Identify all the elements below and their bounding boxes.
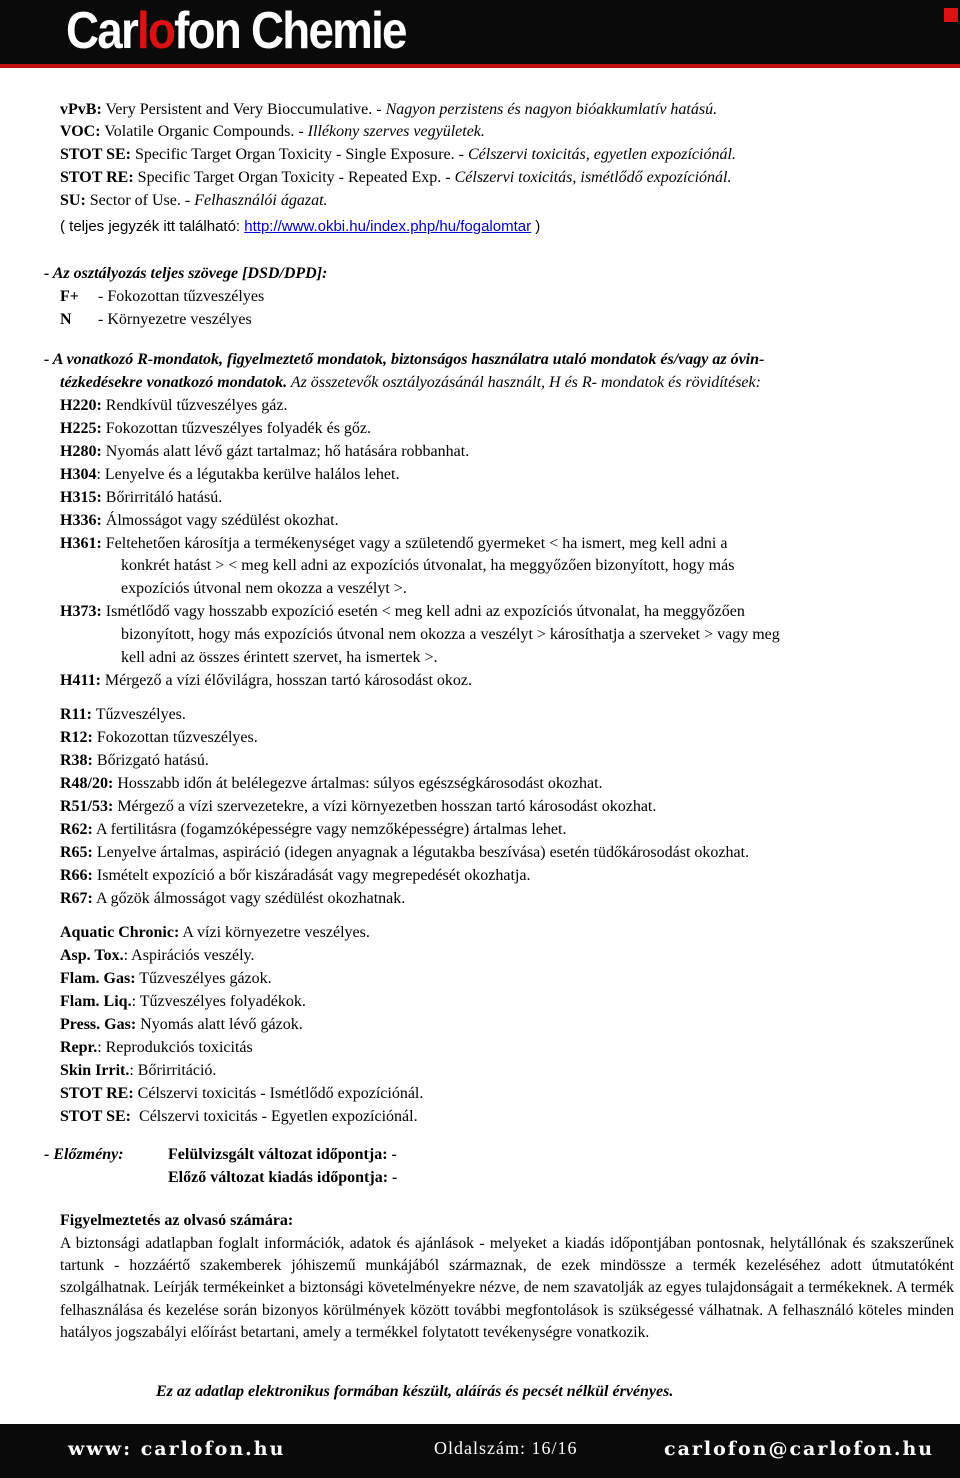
h-phrase-cont: expozíciós útvonal nem okozza a veszélyt >. [121,580,407,597]
h-phrase: H220: Rendkívül tűzveszélyes gáz. [60,397,288,414]
abbr-vpvb: vPvB: Very Persistent and Very Bioccumulative. - Nagyon perzistens és nagyon bióakkumlatív hatású. [60,101,718,118]
glossary-link[interactable]: http://www.okbi.hu/index.php/hu/fogalomtar [244,218,532,235]
phrases-heading-cont: tézkedésekre vonatkozó mondatok. Az összetevők osztályozásánál használt, H és R- mondatok és rövidítések: [60,374,761,391]
class-abbr: Repr.: Reprodukciós toxicitás [60,1039,253,1056]
class-abbr: Flam. Gas: Tűzveszélyes gázok. [60,970,272,987]
class-abbr: Skin Irrit.: Bőrirritáció. [60,1062,217,1079]
company-logo: Carlofon Chemie [66,2,406,60]
class-abbr: Aquatic Chronic: A vízi környezetre veszélyes. [60,924,370,941]
abbr-stot-se: STOT SE: Specific Target Organ Toxicity - Single Exposure. - Célszervi toxicitás, egyetlen expozíciónál. [60,146,736,163]
h-phrase: H336: Álmosságot vagy szédülést okozhat. [60,512,339,529]
history-label: - Előzmény: [44,1146,124,1163]
abbr-su: SU: Sector of Use. - Felhasználói ágazat. [60,192,328,209]
history-revised: Felülvizsgált változat időpontja: - [168,1146,397,1163]
h-phrase: H225: Fokozottan tűzveszélyes folyadék és gőz. [60,420,372,437]
r-phrase: R12: Fokozottan tűzveszélyes. [60,729,258,746]
classification-item: N - Környezetre veszélyes [60,311,252,328]
classification-heading: - Az osztályozás teljes szövege [DSD/DPD]: [44,265,328,282]
notice-heading: Figyelmeztetés az olvasó számára: [60,1212,294,1229]
r-phrase: R48/20: Hosszabb időn át belélegezve ártalmas: súlyos egészségkárosodást okozhat. [60,775,603,792]
h-phrase: H315: Bőrirritáló hatású. [60,489,223,506]
footer-page-number: Oldalszám: 16/16 [434,1438,578,1458]
history-previous: Előző változat kiadás időpontja: - [168,1169,398,1186]
class-abbr: STOT RE: Célszervi toxicitás - Ismétlődő expozíciónál. [60,1085,424,1102]
h-phrase-cont: kell adni az összes érintett szervet, ha ismertek >. [121,649,438,666]
glossary-reference: ( teljes jegyzék itt található: http://www.okbi.hu/index.php/hu/fogalomtar ) [60,218,541,235]
class-abbr: Asp. Tox.: Aspirációs veszély. [60,947,255,964]
abbr-voc: VOC: Volatile Organic Compounds. - Illékony szerves vegyületek. [60,123,485,140]
abbr-stot-re: STOT RE: Specific Target Organ Toxicity - Repeated Exp. - Célszervi toxicitás, ismétlődő expozíciónál. [60,169,732,186]
r-phrase: R65: Lenyelve ártalmas, aspiráció (idegen anyagnak a légutakba beszívása) esetén tüdőkárosodást okozhat. [60,844,750,861]
r-phrase: R62: A fertilitásra (fogamzóképességre vagy nemzőképességre) ártalmas lehet. [60,821,567,838]
r-phrase: R67: A gőzök álmosságot vagy szédülést okozhatnak. [60,890,406,907]
r-phrase: R66: Ismételt expozíció a bőr kiszáradását vagy megrepedését okozhatja. [60,867,531,884]
class-abbr: STOT SE: Célszervi toxicitás - Egyetlen expozíciónál. [60,1108,418,1125]
h-phrase-cont: konkrét hatást > < meg kell adni az expozíciós útvonalat, ha meggyőzően bizonyított, hogy más [121,557,735,574]
h-phrase: H304: Lenyelve és a légutakba kerülve halálos lehet. [60,466,400,483]
footer-website[interactable]: www: carlofon.hu [68,1438,286,1460]
header-divider [0,64,960,68]
r-phrase: R51/53: Mérgező a vízi szervezetekre, a vízi környezetben hosszan tartó károsodást okozhat. [60,798,657,815]
phrases-heading: - A vonatkozó R-mondatok, figyelmeztető mondatok, biztonságos használatra utaló mondatok és/vagy az óvin- [44,351,765,368]
h-phrase: H361: Feltehetően károsítja a termékenységet vagy a születendő gyermeket < ha ismert, meg kell adni a [60,535,728,552]
footer-email[interactable]: carlofon@carlofon.hu [664,1438,935,1460]
h-phrase: H373: Ismétlődő vagy hosszabb expozíció esetén < meg kell adni az expozíciós útvonalat, ha meggyőzően [60,603,745,620]
logo-accent-square [944,8,958,22]
h-phrase: H411: Mérgező a vízi élővilágra, hosszan tartó károsodást okoz. [60,672,473,689]
h-phrase-cont: bizonyított, hogy más expozíciós útvonal nem okozza a veszélyt > károsíthatja a szerveket > vagy meg [121,626,780,643]
footer-bar [0,1424,960,1478]
r-phrase: R38: Bőrizgató hatású. [60,752,209,769]
class-abbr: Flam. Liq.: Tűzveszélyes folyadékok. [60,993,306,1010]
r-phrase: R11: Tűzveszélyes. [60,706,186,723]
closing-statement: Ez az adatlap elektronikus formában készült, aláírás és pecsét nélkül érvényes. [156,1383,674,1400]
notice-body: A biztonsági adatlapban foglalt információk, adatok és ajánlások - melyeket a kiadás időpontjában pontosnak, helytállónak és szakszerűnek tartunk - hozzáértő szakemberek jóhiszemű munkájából származnak, de ezek mindössze a termék kezeléséhez adott útmutatóként szolgálhatnak. Leírják termékeinket a biztonsági követelményekre nézve, de nem szavatolják az egyes tulajdonságait a termékeknek. A termék felhasználása és kezelése során bizonyos körülmények között további megfontolások is szükségessé válhatnak. A felhasználó köteles minden hatályos jogszabályi előírást betartani, amely a termékkel folytatott tevékenységre vonatkozik. [60,1235,954,1341]
h-phrase: H280: Nyomás alatt lévő gázt tartalmaz; hő hatására robbanhat. [60,443,470,460]
classification-item: F+ - Fokozottan tűzveszélyes [60,288,265,305]
header-bar [0,0,960,64]
class-abbr: Press. Gas: Nyomás alatt lévő gázok. [60,1016,303,1033]
